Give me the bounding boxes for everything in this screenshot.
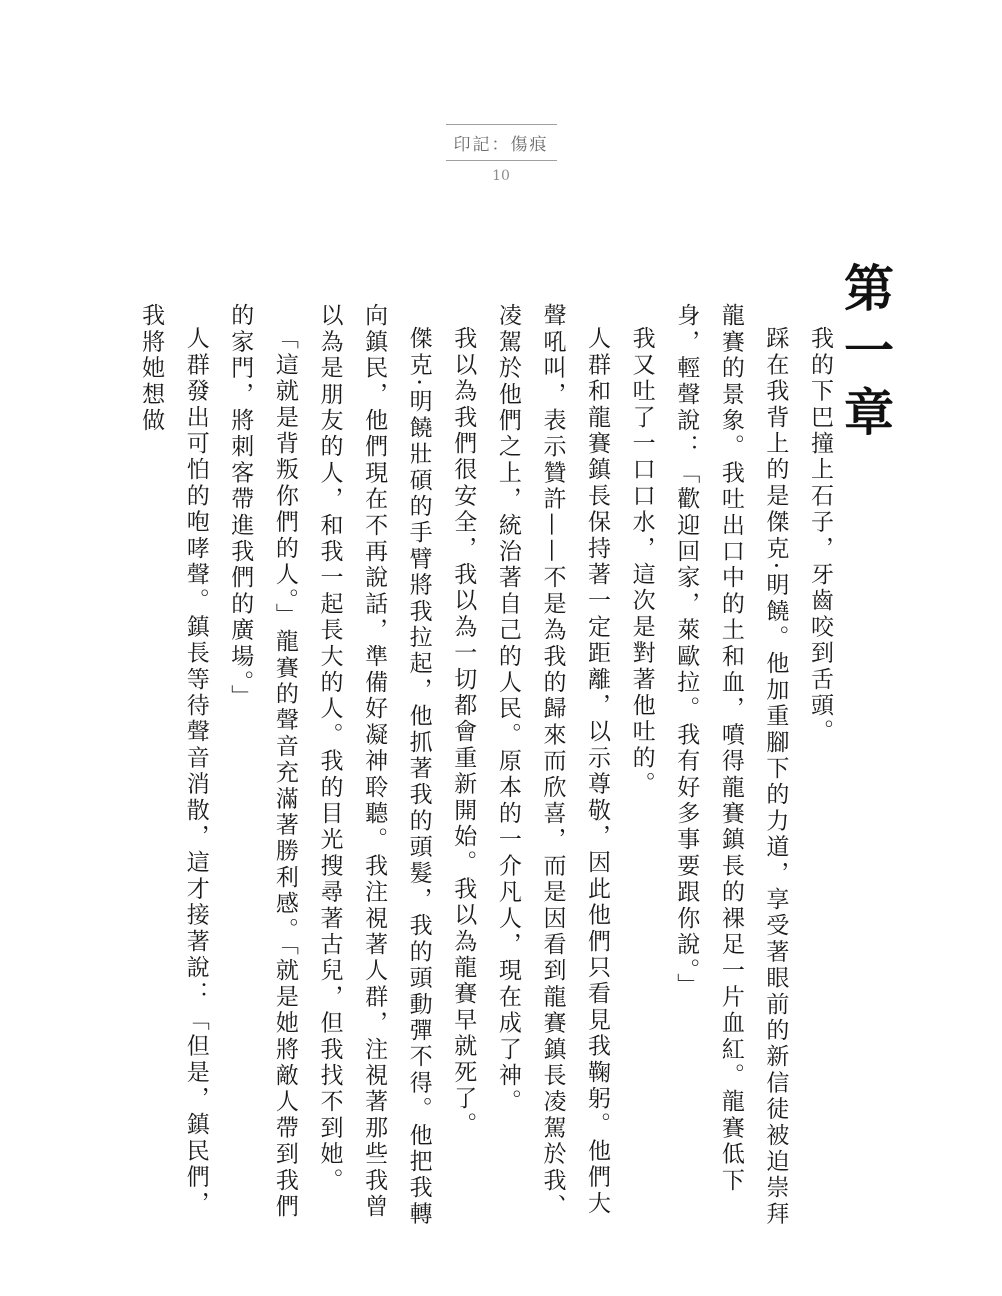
paragraph: 人群和龍賽鎮長保持著一定距離，以示尊敬，因此他們只看見我鞠躬。他們大聲吼叫，表示贊許——不是為我的歸來而欣喜，而是因看到龍賽鎮長凌駕於我、凌駕於他們之上，統治著自己的人民。原本的一介凡人，現在成了神。 xyxy=(494,303,611,1220)
paragraph: 我的下巴撞上石子，牙齒咬到舌頭。 xyxy=(807,326,833,746)
paragraph: 踩在我背上的是傑克·明饒。他加重腳下的力道，享受著眼前的新信徒被迫崇拜龍賽的景象。我吐出口中的土和血，噴得龍賽鎮長的裸足一片血紅。龍賽低下身，輕聲說：「歡迎回家，萊歐拉。我有好多事要跟你說。」 xyxy=(673,303,789,1228)
paragraph: 「這就是背叛你們的人。」龍賽的聲音充滿著勝利感。「就是她將敵人帶到我們的家門，將刺客帶進我們的廣場。」 xyxy=(227,303,298,1220)
paragraph: 我以為我們很安全，我以為一切都會重新開始。我以為龍賽早就死了。 xyxy=(450,326,477,1139)
paragraph: 人群發出可怕的咆哮聲。鎮長等待聲音消散，這才接著說：「但是，鎮民們，我將她想做 xyxy=(138,303,209,1217)
body-text xyxy=(129,303,843,1233)
page-header xyxy=(0,124,1002,184)
page-number: 10 xyxy=(492,168,510,184)
paragraph: 我又吐了一口口水，這次是對著他吐的。 xyxy=(628,326,655,798)
running-title: 印記：傷痕 xyxy=(446,124,557,161)
chapter-title: 第一章 xyxy=(836,262,895,448)
paragraph: 傑克·明饒壯碩的手臂將我拉起，他抓著我的頭髮，我的頭動彈不得。他把我轉向鎮民，他們現在不再說話，準備好凝神聆聽。我注視著人群，注視著那些我曾以為是朋友的人，和我一起長大的人。我的目光搜尋著古兒，但我找不到她。 xyxy=(316,303,432,1228)
